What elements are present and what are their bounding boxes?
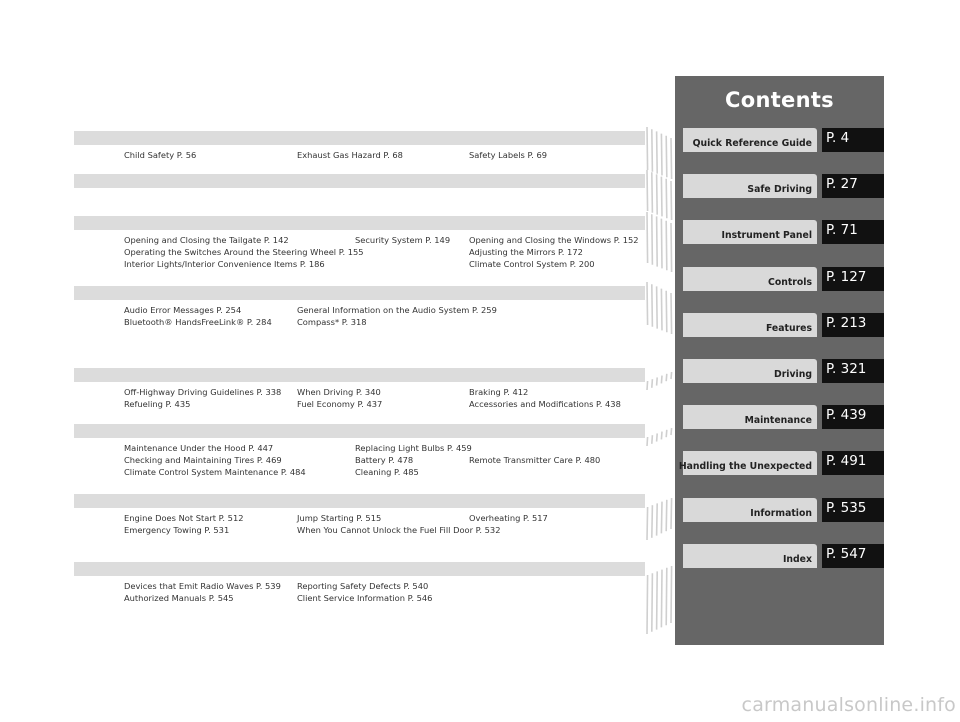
chapter-tab-label: Information [750,507,812,519]
chapter-tab-page-box[interactable] [822,451,884,475]
chapter-tab-page-box[interactable] [822,313,884,337]
section-fan-decoration [645,426,675,448]
entry-row [124,592,644,604]
chapter-tab-label-box[interactable] [683,498,817,522]
chapter-tab-page: P. 71 [826,222,858,239]
section-band [74,424,645,438]
entry-row [124,258,644,270]
section-fan-decoration [645,370,675,392]
contents-entry-link[interactable]: Braking P. 412 [469,387,529,397]
section-band [74,131,645,145]
chapter-tab[interactable] [675,405,884,429]
chapter-tab[interactable] [675,220,884,244]
chapter-tab-label-box[interactable] [683,267,817,291]
section-fan-decoration [645,210,675,274]
contents-entry-link[interactable]: Safety Labels P. 69 [469,150,548,160]
chapter-tab-page: P. 213 [826,314,867,331]
contents-panel [675,76,884,645]
chapter-tab-page: P. 27 [826,176,858,193]
entry-row [124,524,644,536]
entry-row [124,246,644,258]
chapter-tab-label: Controls [768,276,812,288]
chapter-tab-label-box[interactable] [683,128,817,152]
chapter-tab-label-box[interactable] [678,451,817,475]
chapter-tab[interactable] [675,498,884,522]
chapter-tab-label: Instrument Panel [721,230,812,242]
contents-entry-link[interactable]: Audio Error Messages P. 254 [124,305,242,315]
chapter-tab-label-box[interactable] [683,359,817,383]
contents-entry-link[interactable]: Operating the Switches Around the Steering Wheel P. 155 [124,247,364,258]
contents-entry-link[interactable]: Checking and Maintaining Tires P. 469 [124,455,282,466]
section-fan-decoration [645,496,675,542]
chapter-tab-label: Maintenance [744,415,812,427]
contents-entry-link[interactable]: Replacing Light Bulbs P. 459 [355,443,472,453]
chapter-tab-label-box[interactable] [683,174,817,198]
entry-row [124,512,644,524]
chapter-tab[interactable] [675,313,884,337]
contents-entry-link[interactable]: Adjusting the Mirrors P. 172 [469,247,583,258]
contents-entry-link[interactable]: Fuel Economy P. 437 [297,399,383,410]
chapter-tab-label: Safe Driving [747,184,812,196]
chapter-tab-page-box[interactable] [822,359,884,383]
entry-row [124,316,644,328]
contents-entry-link[interactable]: Battery P. 478 [355,455,414,466]
chapter-tab-page-box[interactable] [822,498,884,522]
contents-entry-link[interactable]: Reporting Safety Defects P. 540 [297,581,429,591]
chapter-tab-label: Index [782,553,812,565]
contents-entry-link[interactable]: Cleaning P. 485 [355,467,419,478]
chapter-tab[interactable] [675,174,884,198]
chapter-tab[interactable] [675,451,884,475]
contents-entry-link[interactable]: When You Cannot Unlock the Fuel Fill Door P. 532 [297,525,501,536]
section-band [74,286,645,300]
chapter-tab-page-box[interactable] [822,405,884,429]
contents-entry-link[interactable]: Jump Starting P. 515 [297,513,382,523]
chapter-tab-page-box[interactable] [822,544,884,568]
contents-entry-link[interactable]: Devices that Emit Radio Waves P. 539 [124,581,281,591]
contents-entry-link[interactable]: Remote Transmitter Care P. 480 [469,455,601,466]
chapter-tab-label-box[interactable] [683,313,817,337]
section-band [74,494,645,508]
contents-entry-link[interactable]: Climate Control System P. 200 [469,259,595,270]
section-band [74,174,645,188]
entry-row [124,442,644,454]
chapter-tab[interactable] [675,267,884,291]
entry-row [124,466,644,478]
contents-entry-link[interactable]: Emergency Towing P. 531 [124,525,230,536]
contents-entry-link[interactable]: Exhaust Gas Hazard P. 68 [297,150,403,160]
chapter-tab-label: Features [765,322,812,334]
contents-entry-link[interactable]: When Driving P. 340 [297,387,381,397]
chapter-tab-page: P. 4 [826,130,850,146]
entry-row [124,398,644,410]
chapter-tab[interactable] [675,128,884,152]
contents-entry-link[interactable]: Maintenance Under the Hood P. 447 [124,443,274,453]
chapter-tab-label: Driving [773,369,812,380]
contents-entry-link[interactable]: Client Service Information P. 546 [297,593,433,604]
entry-row [124,454,644,466]
chapter-tab-page-box[interactable] [822,220,884,244]
chapter-tab-label-box[interactable] [683,405,817,429]
chapter-tab-label: Handling the Unexpected [678,461,812,473]
chapter-tab-page-box[interactable] [822,267,884,291]
entry-row [124,304,644,316]
contents-entry-link[interactable]: Interior Lights/Interior Convenience Items P. 186 [124,259,325,270]
entry-row [124,149,644,161]
chapter-tab[interactable] [675,544,884,568]
contents-entry-link[interactable]: Climate Control System Maintenance P. 484 [124,467,306,478]
contents-entry-link[interactable]: General Information on the Audio System P. 259 [297,305,497,315]
contents-entry-link[interactable]: Engine Does Not Start P. 512 [124,513,244,523]
watermark: carmanualsonline.info [741,694,956,716]
section-band [74,562,645,576]
contents-entry-link[interactable]: Overheating P. 517 [469,513,548,523]
entry-row [124,580,644,592]
chapter-tab-page: P. 127 [826,268,867,285]
contents-entry-link[interactable]: Opening and Closing the Tailgate P. 142 [124,235,289,245]
contents-entry-link[interactable]: Child Safety P. 56 [124,150,197,160]
contents-entry-link[interactable]: Authorized Manuals P. 545 [124,593,234,604]
entry-row [124,234,644,246]
chapter-tab-page: P. 547 [826,545,867,562]
chapter-tab[interactable] [675,359,884,383]
chapter-tab-page-box[interactable] [822,174,884,198]
contents-entry-link[interactable]: Accessories and Modifications P. 438 [469,399,621,410]
page-title: Contents [725,88,834,112]
section-fan-decoration [645,564,675,636]
chapter-tab-page: P. 439 [826,407,867,424]
contents-entry-link[interactable]: Off-Highway Driving Guidelines P. 338 [124,387,282,397]
contents-entry-link[interactable]: Opening and Closing the Windows P. 152 [469,235,639,245]
chapter-tab-label: Quick Reference Guide [692,138,812,149]
section-band [74,216,645,230]
contents-entry-link[interactable]: Bluetooth® HandsFreeLink® P. 284 [124,317,272,328]
chapter-tab-page: P. 321 [826,361,867,377]
contents-entry-link[interactable]: Compass* P. 318 [297,317,367,328]
entry-row [124,386,644,398]
chapter-tab-label-box[interactable] [683,220,817,244]
chapter-tab-page: P. 491 [826,453,867,470]
section-band [74,368,645,382]
chapter-tab-page: P. 535 [826,499,867,516]
chapter-tab-page-box[interactable] [822,128,884,152]
contents-entry-link[interactable]: Security System P. 149 [355,235,451,245]
contents-entry-link[interactable]: Refueling P. 435 [124,399,191,410]
section-fan-decoration [645,280,675,336]
chapter-tab-label-box[interactable] [683,544,817,568]
